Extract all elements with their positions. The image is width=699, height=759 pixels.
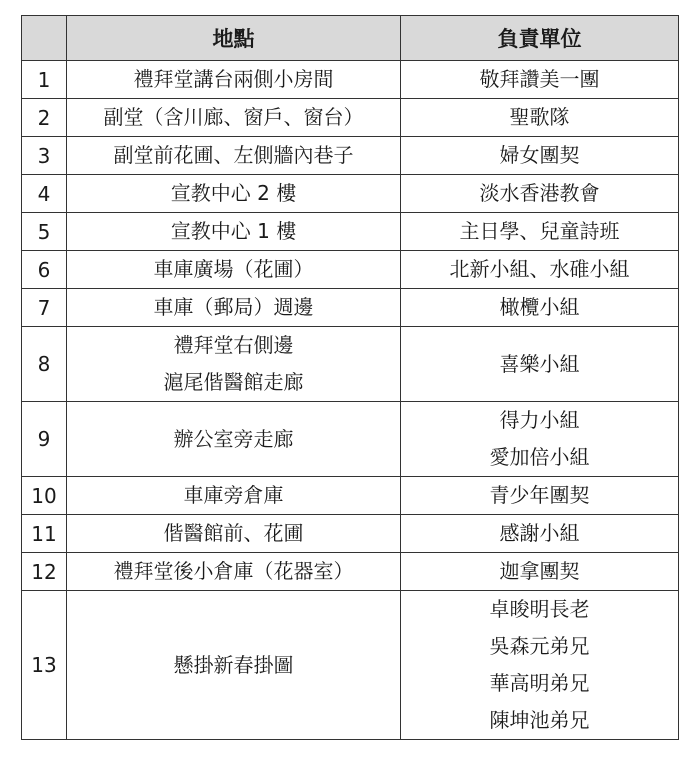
table-body (22, 61, 679, 740)
responsible-unit-line: 主日學、兒童詩班 (459, 219, 620, 243)
responsible-unit-line: 青少年團契 (489, 483, 590, 507)
location-cell (67, 251, 401, 289)
responsible-unit-line: 陳坤池弟兄 (489, 708, 590, 732)
responsible-unit-cell (401, 289, 679, 327)
location-line: 宣教中心 2 樓 (170, 181, 297, 205)
table-row (22, 99, 679, 137)
responsible-unit-line: 敬拜讚美一團 (479, 67, 600, 91)
responsible-unit-cell (401, 553, 679, 591)
responsible-unit-line: 吳森元弟兄 (489, 634, 590, 658)
location-line: 副堂（含川廊、窗戶、窗台） (103, 105, 364, 129)
responsible-unit-cell (401, 175, 679, 213)
table-row (22, 289, 679, 327)
row-number: 3 (22, 137, 67, 175)
row-number: 4 (22, 175, 67, 213)
location-line: 宣教中心 1 樓 (170, 219, 297, 243)
responsible-unit-line: 聖歌隊 (509, 105, 570, 129)
location-cell (67, 61, 401, 99)
responsible-unit-line: 迦拿團契 (499, 559, 580, 583)
responsible-unit-line: 得力小組 (499, 408, 580, 432)
row-number: 7 (22, 289, 67, 327)
location-line: 禮拜堂後小倉庫（花器室） (113, 559, 354, 583)
table-row (22, 553, 679, 591)
location-cell (67, 477, 401, 515)
row-number: 13 (22, 591, 67, 740)
responsible-unit-line: 華高明弟兄 (489, 671, 590, 695)
row-number: 1 (22, 61, 67, 99)
header-number (22, 16, 67, 61)
location-cell (67, 515, 401, 553)
responsible-unit-line: 北新小組、水碓小組 (449, 257, 630, 281)
location-cell (67, 553, 401, 591)
responsible-unit-line: 淡水香港教會 (479, 181, 600, 205)
table-row (22, 477, 679, 515)
table-row (22, 402, 679, 477)
responsible-unit-line: 感謝小組 (499, 521, 580, 545)
table-row (22, 515, 679, 553)
responsible-unit-cell (401, 477, 679, 515)
responsible-unit-line: 愛加倍小組 (489, 445, 590, 469)
location-cell (67, 289, 401, 327)
location-cell (67, 213, 401, 251)
location-line: 車庫旁倉庫 (183, 483, 284, 507)
table-row (22, 213, 679, 251)
location-cell (67, 327, 401, 402)
location-cell (67, 175, 401, 213)
table-row (22, 251, 679, 289)
responsible-unit-line: 喜樂小組 (499, 351, 580, 376)
row-number: 9 (22, 402, 67, 477)
row-number: 11 (22, 515, 67, 553)
responsible-unit-cell (401, 591, 679, 740)
table-row (22, 327, 679, 402)
cleaning-assignment-table (21, 15, 679, 740)
location-cell (67, 137, 401, 175)
responsible-unit-cell (401, 251, 679, 289)
row-number: 6 (22, 251, 67, 289)
responsible-unit-cell (401, 213, 679, 251)
location-cell (67, 591, 401, 740)
responsible-unit-line: 橄欖小組 (499, 295, 580, 319)
table-row (22, 61, 679, 99)
row-number: 2 (22, 99, 67, 137)
location-line: 車庫廣場（花圃） (153, 257, 314, 281)
responsible-unit-cell (401, 61, 679, 99)
row-number: 5 (22, 213, 67, 251)
header-location: 地點 (67, 16, 401, 61)
location-line: 禮拜堂講台兩側小房間 (133, 67, 334, 91)
responsible-unit-line: 卓晙明長老 (489, 597, 590, 621)
responsible-unit-cell (401, 99, 679, 137)
location-line: 副堂前花圃、左側牆內巷子 (113, 143, 354, 167)
responsible-unit-cell (401, 515, 679, 553)
table-header-row (22, 16, 679, 61)
row-number: 8 (22, 327, 67, 402)
location-line: 滬尾偕醫館走廊 (163, 370, 304, 394)
row-number: 12 (22, 553, 67, 591)
table-row (22, 591, 679, 740)
location-line: 車庫（郵局）週邊 (153, 295, 314, 319)
responsible-unit-cell (401, 402, 679, 477)
location-cell (67, 402, 401, 477)
location-line: 禮拜堂右側邊 (173, 333, 294, 357)
responsible-unit-line: 婦女團契 (499, 143, 580, 167)
location-line: 偕醫館前、花圃 (163, 521, 304, 545)
header-responsible-unit: 負責單位 (401, 16, 679, 61)
table-row (22, 137, 679, 175)
location-line: 辦公室旁走廊 (173, 426, 294, 451)
responsible-unit-cell (401, 137, 679, 175)
row-number: 10 (22, 477, 67, 515)
table-row (22, 175, 679, 213)
responsible-unit-cell (401, 327, 679, 402)
location-cell (67, 99, 401, 137)
location-line: 懸掛新春掛圖 (173, 652, 294, 677)
